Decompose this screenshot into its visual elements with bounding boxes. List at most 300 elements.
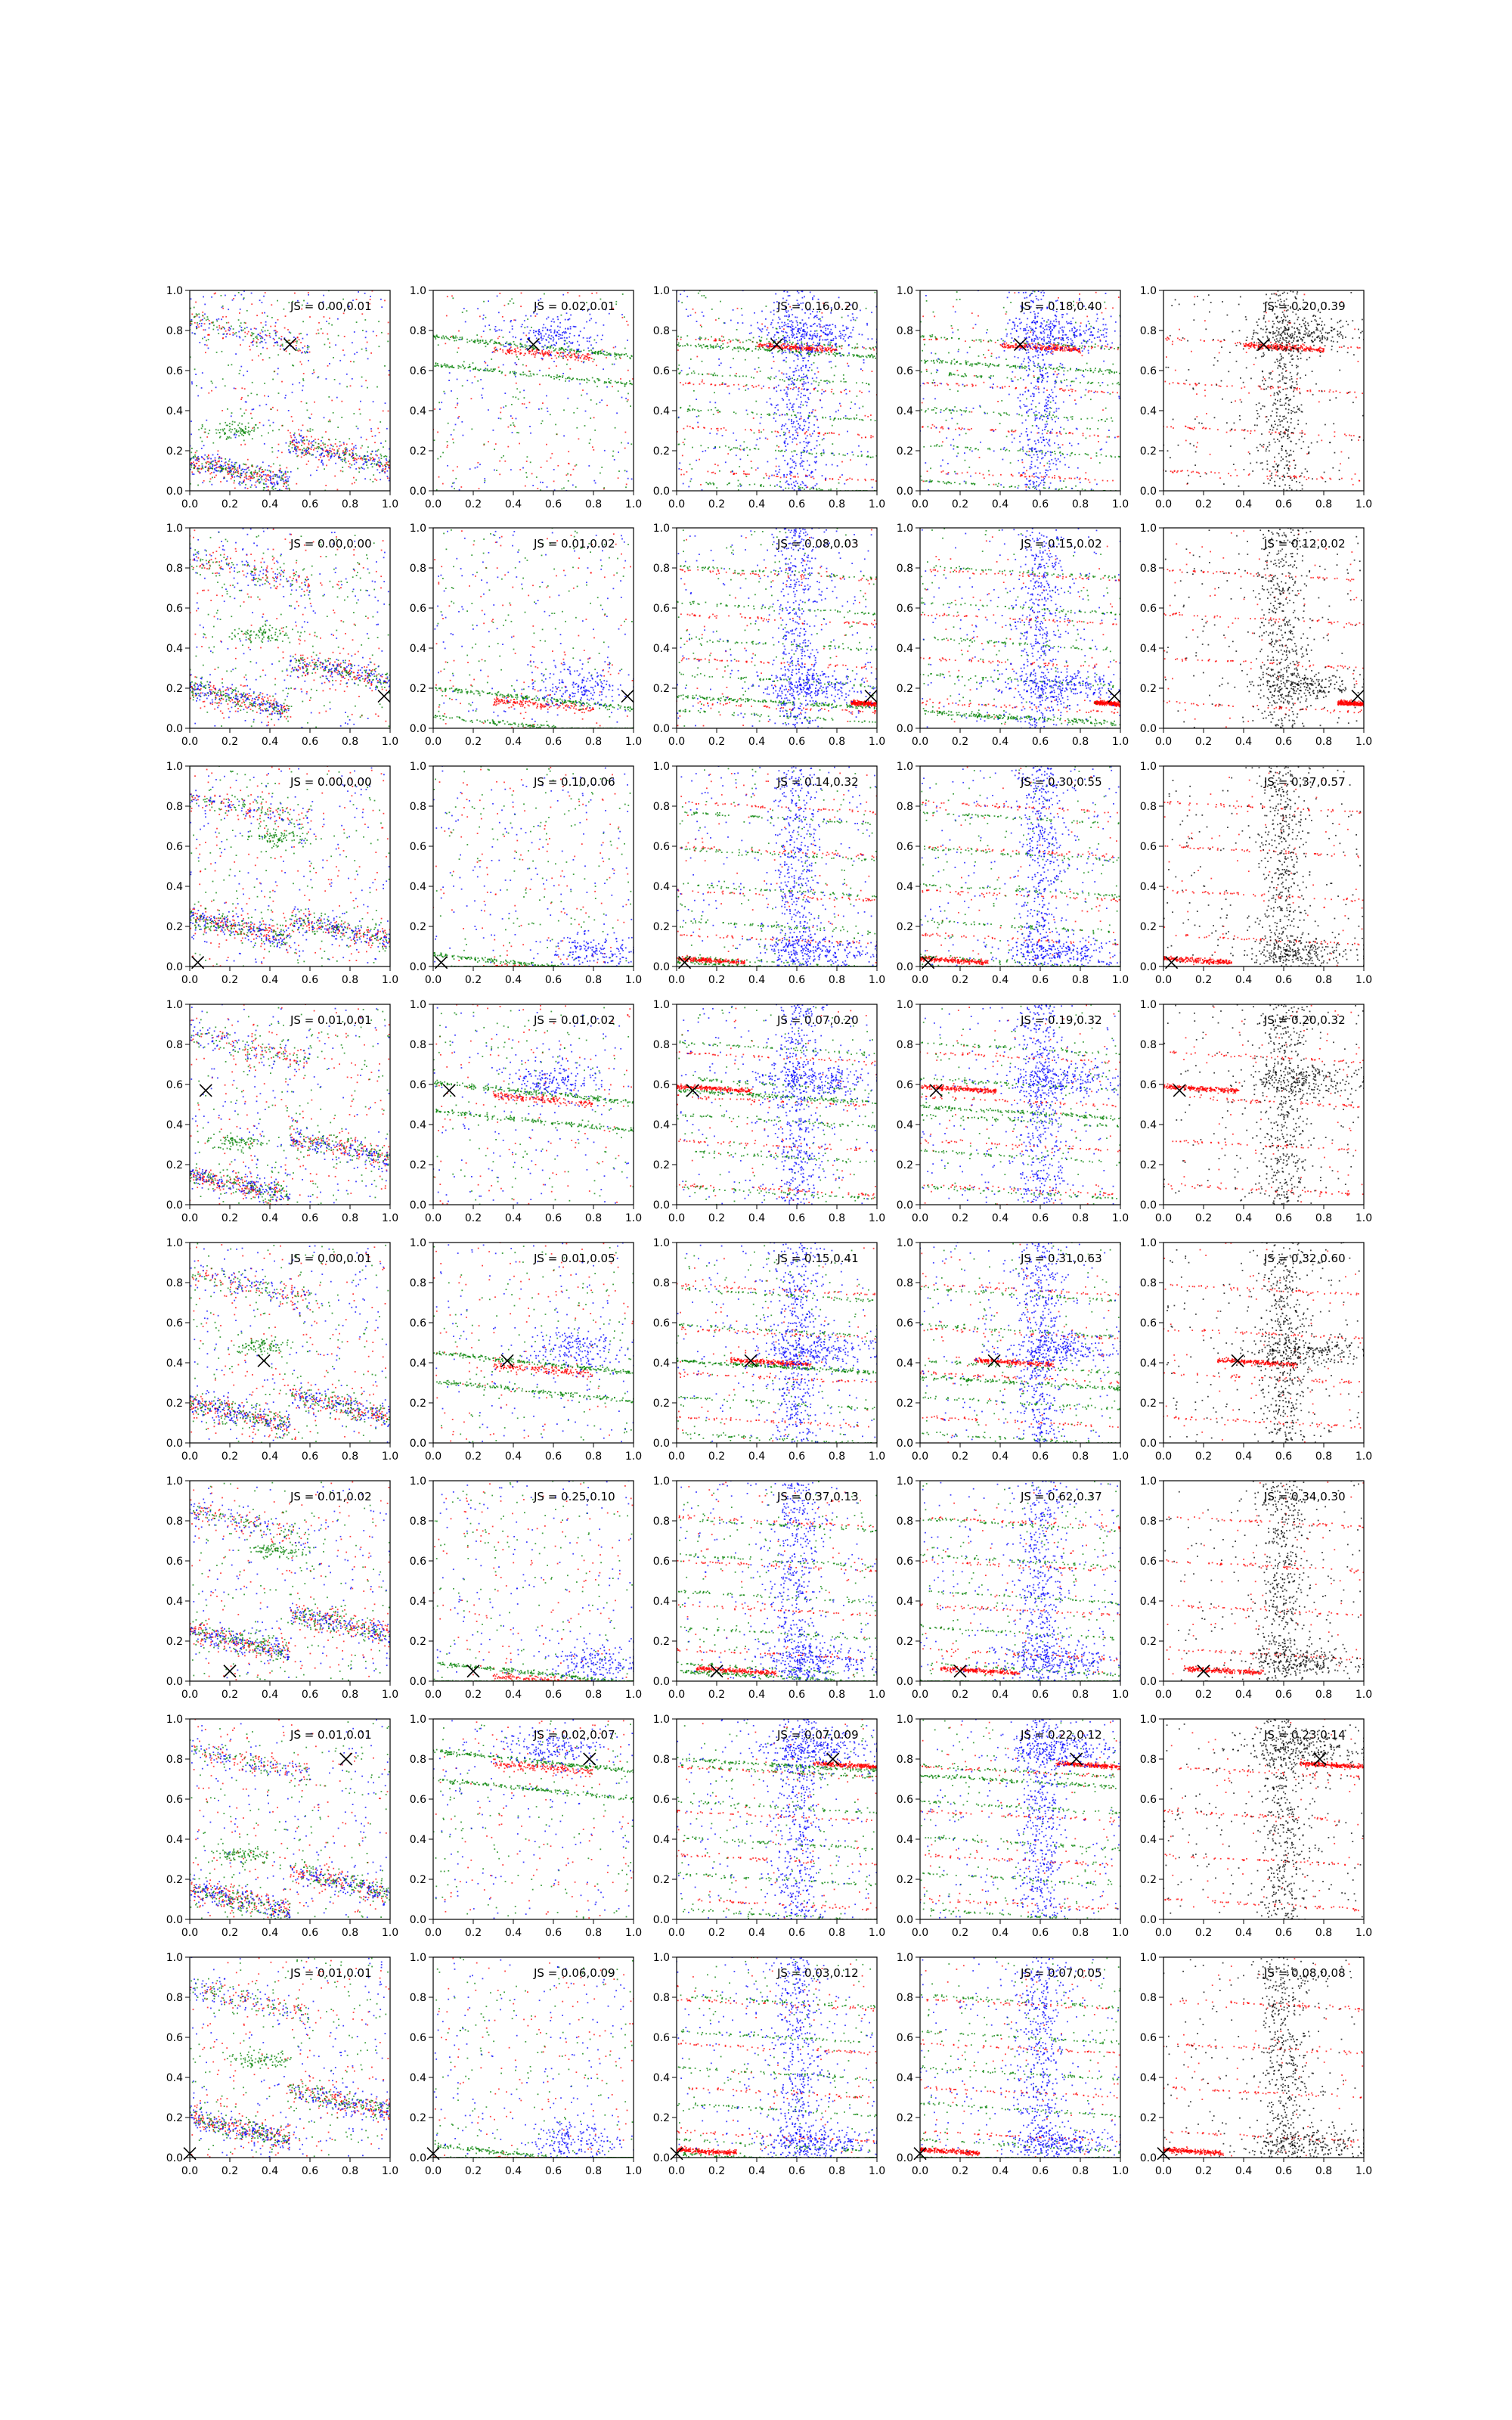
point-blue [807,331,808,333]
point-red [943,470,944,472]
point-blue [846,327,847,328]
point-blue [785,438,787,439]
point-blue [800,484,801,486]
point-blue [840,333,841,334]
point-red [299,433,300,435]
point-green [289,489,290,490]
point-red [200,469,202,470]
point-red [539,352,541,354]
point-red [745,429,746,430]
point-red [591,358,593,359]
point-blue [241,327,243,328]
point-blue [583,362,584,364]
point-green [690,345,692,346]
point-blue [800,428,801,430]
point-red [627,399,629,401]
point-red [311,414,312,415]
point-green [764,349,766,351]
point-green [686,374,688,376]
point-blue [863,362,865,364]
point-blue [234,388,235,389]
point-blue [797,322,798,324]
point-blue [228,468,230,470]
point-green [710,483,711,485]
point-red [783,328,785,330]
point-blue [791,334,792,336]
point-green [698,343,699,345]
point-green [733,348,735,349]
point-blue [785,352,787,353]
point-red [1104,392,1105,393]
x-tick-label: 0.8 [585,498,602,510]
point-green [746,340,748,342]
point-green [225,467,227,469]
point-blue [680,293,681,295]
point-red [370,459,371,461]
point-blue [798,370,800,371]
point-green [290,442,292,444]
point-blue [578,344,580,346]
point-green [290,332,291,334]
point-green [587,379,588,380]
point-red [870,437,872,439]
point-blue [250,328,252,330]
point-green [612,451,614,452]
point-green [857,455,859,457]
point-blue [201,323,203,324]
point-green [283,479,284,480]
point-green [608,378,609,380]
point-blue [718,358,720,360]
point-blue [785,393,787,395]
point-red [771,343,773,345]
point-red [696,339,697,340]
point-green [201,464,203,465]
point-green [697,410,699,411]
point-blue [761,331,763,333]
point-blue [812,351,813,352]
point-blue [484,369,485,371]
point-red [284,476,286,478]
point-blue [800,407,801,408]
point-red [841,392,842,393]
point-red [857,434,859,436]
point-blue [821,407,823,408]
point-red [243,479,245,481]
point-green [719,411,720,412]
point-blue [595,322,596,324]
point-blue [288,449,290,451]
point-red [962,427,963,429]
point-blue [274,474,275,476]
point-red [240,344,241,346]
point-red [534,355,536,356]
point-red [278,444,280,445]
point-red [995,429,996,430]
point-red [978,315,979,317]
point-blue [550,354,551,355]
point-blue [543,324,544,325]
point-blue [789,295,791,296]
point-green [569,378,571,380]
point-blue [796,317,798,318]
point-red [258,355,259,357]
point-blue [387,476,389,477]
x-tick-label: 0.4 [262,498,278,510]
point-blue [545,334,547,335]
y-tick-label: 1.0 [166,285,183,297]
point-blue [821,393,823,395]
point-red [810,347,812,349]
point-green [201,441,203,442]
point-blue [798,391,800,392]
point-red [367,342,368,343]
point-red [388,411,389,412]
point-green [356,455,358,456]
point-green [852,354,854,355]
point-green [590,399,592,401]
point-green [769,348,770,349]
point-green [691,372,692,374]
point-red [479,316,481,318]
point-blue [773,337,775,338]
point-red [285,315,287,317]
point-red [320,457,321,458]
point-blue [618,451,619,453]
point-red [941,471,943,473]
point-green [353,413,355,414]
point-red [1002,346,1003,347]
point-green [234,480,235,482]
point-blue [191,381,193,383]
point-blue [240,309,241,310]
point-red [499,461,500,462]
point-green [197,322,198,324]
point-red [327,334,328,335]
point-green [609,353,611,355]
point-red [222,337,224,339]
point-blue [361,386,363,387]
point-green [287,485,289,486]
point-red [1064,389,1066,391]
point-green [320,448,321,449]
point-blue [794,437,795,439]
point-blue [813,324,814,325]
point-blue [513,337,514,338]
point-red [693,383,695,385]
point-green [461,337,463,338]
point-blue [823,391,825,392]
point-green [221,327,222,329]
point-green [289,340,290,341]
point-green [550,348,551,349]
point-red [323,444,324,445]
point-blue [793,482,795,483]
point-red [1091,348,1092,349]
point-blue [801,392,802,394]
point-red [971,312,973,314]
point-blue [815,387,816,389]
point-blue [787,387,789,389]
point-red [299,334,300,335]
point-red [1112,307,1114,309]
point-green [701,337,702,339]
panel-1-2 [410,285,642,510]
point-green [469,340,470,342]
point-green [565,380,566,382]
point-green [715,407,717,408]
point-green [447,441,448,442]
point-green [302,378,304,380]
point-green [493,343,494,344]
point-green [733,340,734,341]
point-blue [807,402,808,403]
point-blue [779,435,781,436]
point-red [942,428,943,430]
point-blue [792,382,794,383]
point-red [686,471,688,473]
point-blue [814,457,816,458]
point-green [235,332,237,334]
point-green [355,479,357,481]
point-red [859,434,860,436]
point-blue [501,330,503,331]
point-green [681,302,683,303]
point-blue [316,470,318,471]
point-blue [839,352,841,354]
point-green [796,380,798,381]
point-red [708,471,709,473]
point-green [233,328,234,330]
point-red [376,479,377,481]
point-blue [550,331,552,333]
point-blue [779,466,780,467]
point-blue [801,462,803,464]
point-blue [238,476,240,477]
point-green [385,464,386,466]
point-green [477,380,479,382]
point-red [838,434,840,436]
point-green [798,486,800,487]
point-green [716,410,717,411]
point-blue [280,338,282,340]
point-red [923,339,925,340]
point-green [272,451,274,453]
point-green [769,377,770,379]
point-green [741,308,742,309]
point-green [604,381,606,383]
point-blue [457,402,458,404]
point-blue [604,450,606,451]
point-green [318,446,319,448]
point-red [778,432,779,433]
point-blue [781,429,782,430]
point-green [702,374,703,375]
point-green [305,454,307,455]
point-blue [330,458,331,459]
point-green [437,363,438,365]
point-blue [860,310,861,312]
point-red [208,334,209,336]
point-green [310,428,311,430]
point-blue [804,376,806,377]
point-blue [778,317,779,318]
point-red [713,472,714,473]
point-blue [759,438,761,439]
point-blue [784,322,785,324]
point-blue [720,362,722,364]
point-red [565,357,567,358]
point-blue [805,401,807,402]
point-green [361,377,363,378]
point-blue [215,460,216,461]
point-blue [206,420,207,421]
point-green [494,448,495,450]
point-red [953,306,954,308]
point-green [565,378,567,380]
point-blue [800,396,801,398]
point-green [563,409,565,411]
point-blue [448,380,450,381]
point-green [745,350,747,352]
point-green [240,322,242,324]
point-blue [800,412,801,414]
point-green [191,321,193,322]
point-green [485,346,487,347]
point-green [684,345,686,346]
point-green [487,368,488,370]
point-red [512,349,513,351]
point-blue [388,467,389,468]
point-green [356,426,358,427]
point-blue [805,383,807,384]
point-green [861,455,863,457]
point-red [793,346,795,347]
point-green [484,444,485,445]
point-green [436,365,438,366]
point-green [328,396,330,398]
point-red [606,405,608,406]
point-red [273,345,274,346]
point-blue [775,293,776,295]
point-blue [553,337,554,338]
point-green [249,431,251,433]
point-red [251,303,253,305]
point-green [820,380,822,381]
point-blue [229,459,231,461]
point-green [359,468,361,470]
point-blue [245,402,246,403]
point-red [250,413,252,414]
point-red [1021,474,1022,476]
point-red [618,477,619,479]
point-red [268,489,269,491]
point-green [254,429,256,430]
point-green [234,464,236,465]
point-red [940,383,941,384]
point-red [839,476,841,478]
point-green [707,346,708,347]
point-red [1014,292,1015,293]
point-green [241,482,243,484]
point-blue [246,371,248,372]
point-blue [776,390,777,392]
point-red [931,339,932,340]
point-red [723,340,725,341]
point-red [559,355,560,356]
point-red [850,459,851,461]
point-blue [862,334,863,336]
point-blue [562,353,564,355]
point-red [831,352,832,353]
point-green [618,390,619,392]
point-green [321,328,322,330]
point-red [926,369,928,371]
point-red [804,432,806,433]
point-blue [793,334,795,336]
point-green [518,399,519,400]
point-blue [760,423,761,424]
point-blue [330,450,332,451]
point-green [255,424,256,426]
point-green [211,380,212,382]
point-green [857,396,858,397]
point-green [282,425,284,427]
point-red [564,355,565,356]
point-blue [307,452,308,454]
point-green [778,450,779,451]
point-blue [577,349,578,351]
point-blue [785,340,786,341]
point-blue [275,332,277,334]
point-green [438,365,439,367]
point-blue [268,420,270,421]
point-blue [197,458,199,460]
point-green [872,457,874,458]
point-green [618,470,620,472]
point-red [572,355,573,356]
point-red [222,410,223,411]
point-red [928,383,929,384]
point-blue [820,320,822,321]
point-green [251,474,253,476]
point-red [832,389,833,390]
point-green [698,293,699,294]
point-blue [260,481,262,482]
point-red [526,461,528,462]
point-green [847,355,848,357]
point-red [751,430,752,431]
point-red [1085,478,1086,479]
point-red [804,348,805,349]
point-blue [829,331,831,333]
point-blue [365,461,367,463]
point-blue [570,328,572,330]
point-blue [812,338,813,340]
point-blue [823,331,824,333]
point-red [825,347,826,349]
point-green [435,337,436,338]
point-red [241,397,243,399]
point-blue [835,343,837,345]
point-green [255,337,256,338]
point-green [804,489,805,490]
point-red [820,347,821,349]
point-blue [795,465,797,467]
point-green [241,415,243,417]
point-blue [691,478,692,479]
point-red [1030,348,1031,349]
